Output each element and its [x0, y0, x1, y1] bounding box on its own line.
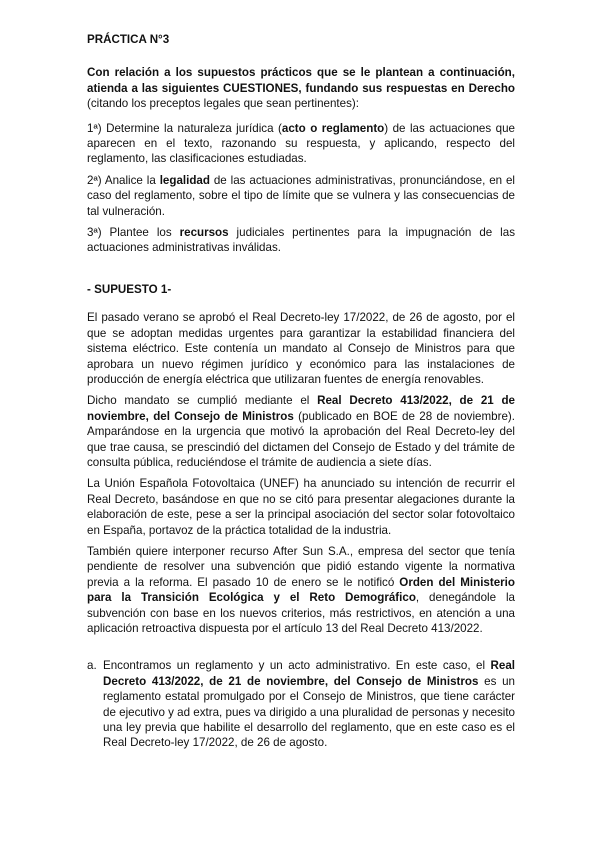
- instructions-paragraph: [87, 65, 515, 111]
- page-title: PRÁCTICA N°3: [87, 33, 170, 46]
- answer-list-item: [87, 658, 515, 750]
- document-page: [87, 32, 515, 751]
- answer-post: es un reglamento estatal promulgado por el Consejo de Ministros, que tiene carácter de ejecutivo y ad extra, pues va dirigido a una pluralidad de personas y necesito una ley previa que habilite el desarrollo del reglamento, que en este caso es el Real Decreto-ley 17/2022, de 26 de agosto.: [103, 674, 515, 750]
- case-paragraph-2-bold: Real Decreto 413/2022, de 21 de noviembre, del Consejo de Ministros: [87, 394, 515, 423]
- question-1: [87, 121, 515, 167]
- case-paragraph-3: La Unión Española Fotovoltaica (UNEF) ha anunciado su intención de recurrir el Real Decreto, basándose en que no se citó para presentar alegaciones durante la elaboración de este, pese a ser la principal asociación del sector solar fotovoltaico en España, portavoz de la práctica totalidad de la industria.: [87, 477, 515, 537]
- case-paragraph-4-bold: Orden del Ministerio para la Transición Ecológica y el Reto Demográfico: [87, 575, 515, 605]
- question-3: [87, 225, 515, 256]
- question-3-pre: 3ª) Plantee los: [87, 226, 180, 240]
- answer-bold: Real Decreto 413/2022, de 21 de noviembre, del Consejo de Ministros: [103, 659, 515, 688]
- question-1-pre: 1ª) Determine la naturaleza jurídica (: [87, 121, 282, 135]
- case-paragraph-4-post: , denegándole la subvención con base en los nuevos criterios, más restrictivos, en atención a una aplicación retroactiva dispuesta por el artículo 13 del Real Decreto 413/2022.: [87, 591, 515, 635]
- case-paragraph-2-pre: Dicho mandato se cumplió mediante el: [87, 394, 318, 408]
- answer-text: [103, 658, 515, 750]
- answer-pre: Encontramos un reglamento y un acto administrativo. En este caso, el: [103, 659, 491, 673]
- question-2-post: de las actuaciones administrativas, pronunciándose, en el caso del reglamento, sobre el tipo de límite que se vulnera y las consecuencias de tal vulneración.: [87, 173, 516, 218]
- case-paragraph-2: [87, 393, 515, 470]
- case-paragraph-2-post: (publicado en BOE de 28 de noviembre). Amparándose en la urgencia que motivó la aprobación del Real Decreto-ley del que trae causa, se prescindió del dictamen del Consejo de Estado y del trámite de consulta pública, reduciéndose el trámite de audiencia a siete días.: [87, 409, 515, 469]
- question-3-bold: recursos: [179, 226, 229, 240]
- question-2: [87, 173, 515, 219]
- question-1-bold: acto o reglamento: [281, 121, 385, 135]
- case-paragraph-4-pre: También quiere interponer recurso After Sun S.A., empresa del sector que tenía pendiente de resolver una subvención que pidió estando vigente la normativa previa a la reforma. El pasado 10 de enero se le notificó: [87, 544, 515, 589]
- question-2-pre: 2ª) Analice la: [87, 173, 160, 187]
- question-3-post: judiciales pertinentes para la impugnación de las actuaciones administrativas inválidas.: [87, 226, 515, 255]
- instructions-bold: Con relación a los supuestos prácticos que se le plantean a continuación, atienda a las siguientes CUESTIONES, fundando sus respuestas en Derecho: [87, 66, 515, 95]
- question-2-bold: legalidad: [159, 173, 210, 187]
- section-title: - SUPUESTO 1-: [87, 282, 172, 296]
- instructions-rest: (citando los preceptos legales que sean pertinentes):: [87, 97, 359, 111]
- case-paragraph-4: [87, 544, 515, 636]
- list-marker: a.: [87, 659, 97, 673]
- case-paragraph-1: El pasado verano se aprobó el Real Decreto-ley 17/2022, de 26 de agosto, por el que se adoptan medidas urgentes para garantizar la estabilidad financiera del sistema eléctrico. Este contenía un mandato al Consejo de Ministros para que aprobara un nuevo régimen jurídico y económico para las instalaciones de producción de energía eléctrica que utilizaran fuentes de energía renovables.: [87, 311, 515, 386]
- question-1-post: ) de las actuaciones que aparecen en el texto, razonando su respuesta, y aplicando, respecto del reglamento, las clasificaciones estudiadas.: [87, 121, 515, 166]
